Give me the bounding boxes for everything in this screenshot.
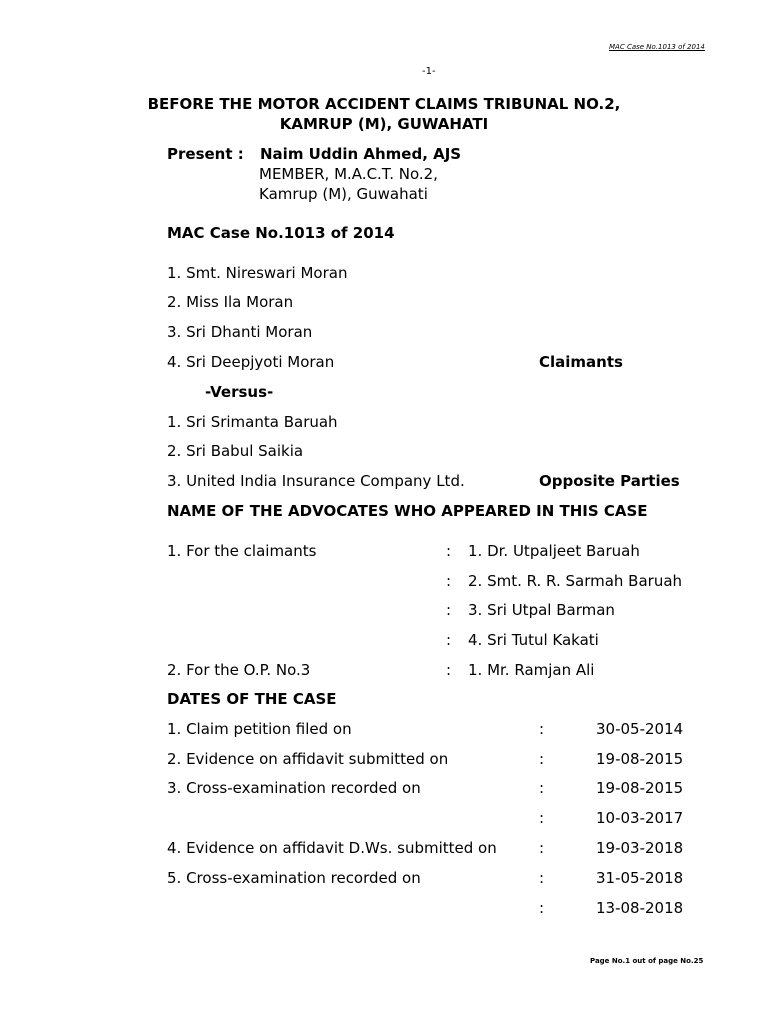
claimant-item: 1. Smt. Nireswari Moran (167, 264, 348, 282)
advocate-item: 1. Mr. Ramjan Ali (468, 661, 595, 679)
date-row-label: 4. Evidence on affidavit D.Ws. submitted on (167, 839, 497, 857)
presiding-member-name: Naim Uddin Ahmed, AJS (260, 145, 462, 163)
colon-separator: : (446, 661, 452, 679)
advocate-party-label: 1. For the claimants (167, 542, 317, 560)
colon-separator: : (539, 809, 545, 827)
advocate-item: 4. Sri Tutul Kakati (468, 631, 599, 649)
tribunal-title-line2: KAMRUP (M), GUWAHATI (279, 115, 489, 133)
date-row-value: 19-08-2015 (596, 750, 684, 768)
date-row-value: 19-03-2018 (596, 839, 684, 857)
colon-separator: : (539, 720, 545, 738)
tribunal-title-line1: BEFORE THE MOTOR ACCIDENT CLAIMS TRIBUNAL NO.2, (147, 95, 621, 113)
claimant-item: 4. Sri Deepjyoti Moran (167, 353, 335, 371)
date-row-value: 31-05-2018 (596, 869, 684, 887)
present-label: Present : (167, 145, 244, 163)
member-designation: MEMBER, M.A.C.T. No.2, (259, 165, 438, 183)
opposite-party-item: 1. Sri Srimanta Baruah (167, 413, 338, 431)
date-row-value: 13-08-2018 (596, 899, 684, 917)
running-header: MAC Case No.1013 of 2014 (609, 43, 705, 51)
date-row-value: 10-03-2017 (596, 809, 684, 827)
claimants-label: Claimants (539, 353, 623, 371)
colon-separator: : (446, 631, 452, 649)
advocate-item: 3. Sri Utpal Barman (468, 601, 615, 619)
opposite-party-item: 2. Sri Babul Saikia (167, 442, 304, 460)
colon-separator: : (539, 750, 545, 768)
colon-separator: : (446, 572, 452, 590)
date-row-label: 2. Evidence on affidavit submitted on (167, 750, 449, 768)
colon-separator: : (539, 839, 545, 857)
versus-label: -Versus- (205, 383, 274, 401)
advocate-item: 1. Dr. Utpaljeet Baruah (468, 542, 640, 560)
advocate-item: 2. Smt. R. R. Sarmah Baruah (468, 572, 683, 590)
colon-separator: : (539, 779, 545, 797)
case-number: MAC Case No.1013 of 2014 (167, 224, 395, 242)
page-marker: -1- (422, 66, 436, 77)
page-footer: Page No.1 out of page No.25 (590, 957, 704, 965)
opposite-party-item: 3. United India Insurance Company Ltd. (167, 472, 465, 490)
advocate-party-label: 2. For the O.P. No.3 (167, 661, 311, 679)
date-row-label: 3. Cross-examination recorded on (167, 779, 421, 797)
date-row-value: 19-08-2015 (596, 779, 684, 797)
claimant-item: 3. Sri Dhanti Moran (167, 323, 313, 341)
colon-separator: : (446, 542, 452, 560)
member-location: Kamrup (M), Guwahati (259, 185, 428, 203)
date-row-label: 1. Claim petition filed on (167, 720, 352, 738)
claimant-item: 2. Miss Ila Moran (167, 293, 294, 311)
date-row-label: 5. Cross-examination recorded on (167, 869, 421, 887)
opposite-parties-label: Opposite Parties (539, 472, 680, 490)
colon-separator: : (539, 899, 545, 917)
date-row-value: 30-05-2014 (596, 720, 684, 738)
colon-separator: : (446, 601, 452, 619)
colon-separator: : (539, 869, 545, 887)
advocates-heading: NAME OF THE ADVOCATES WHO APPEARED IN THIS CASE (167, 502, 648, 520)
dates-heading: DATES OF THE CASE (167, 690, 337, 708)
